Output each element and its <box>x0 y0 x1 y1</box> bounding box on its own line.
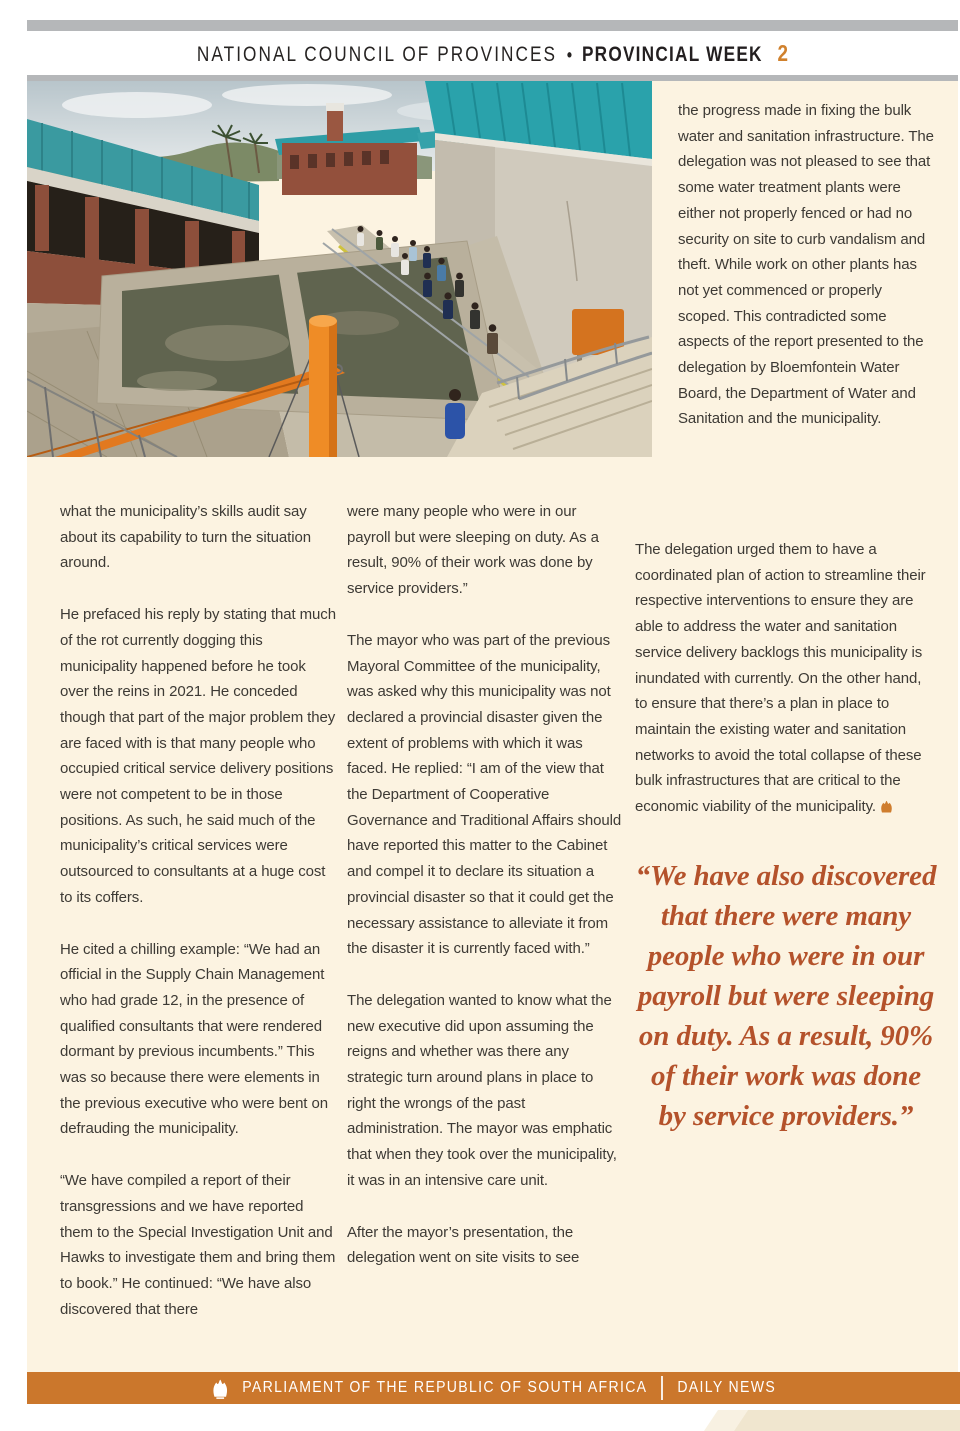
article-column-3-bottom <box>635 537 937 1136</box>
paragraph: The mayor who was part of the previous Mayoral Committee of the municipality, was asked why this municipality was not declared a provincial disaster given the extent of problems with which it was faced. He replied: “I am of the view that the Department of Cooperative Governance and Traditional Affairs should have reported this matter to the Cabinet and compel it to declare its situation a provincial disaster so that it could get the necessary assistance to alleviate it from the disaster it is currently faced with.” <box>347 631 622 958</box>
paragraph: what the municipality’s skills audit say about its capability to turn the situation around. <box>60 503 311 572</box>
corner-swoosh <box>690 1410 960 1431</box>
paragraph: He cited a chilling example: “We had an official in the Supply Chain Management who had grade 12, in the presence of qualified consultants that were rendered dormant by previous incumbents.” This was so because there were elements in the previous executive who were bent on defrauding the municipality. <box>60 940 328 1138</box>
article-column-1 <box>60 499 336 1348</box>
article-photo <box>27 81 652 457</box>
article-column-2 <box>347 499 623 1297</box>
masthead-title-row <box>197 40 788 67</box>
masthead-title: PROVINCIAL WEEK <box>582 42 763 66</box>
paragraph: The delegation urged them to have a coordinated plan of action to streamline their respective interventions to ensure they are able to address the water and sanitation service delivery backlogs this municipality is inundated with currently. On the other hand, to ensure that there’s a plan in place to maintain the existing water and sanitation networks to avoid the total collapse of these bulk infrastructures that are critical to the economic viability of the municipality. <box>635 541 926 816</box>
bullet-separator-icon: • <box>566 44 573 65</box>
paragraph: the progress made in fixing the bulk water and sanitation infrastructure. The delegation was not pleased to see that some water treatment plants were either not properly fenced or had no security on site to curb vandalism and theft. While work on other plants has not yet commenced or properly scoped. This contradicted some aspects of the report presented to the delegation by Bloemfontein Water Board, the Department of Water and Sanitation and the municipality. <box>678 102 934 428</box>
parliament-protea-icon <box>211 1377 230 1399</box>
paragraph: were many people who were in our payroll but were sleeping on duty. As a result, 90% of their work was done by service providers.” <box>347 503 599 598</box>
paragraph: The delegation wanted to know what the new executive did upon assuming the reigns and whether was there any strategic turn around plans in place to right the wrongs of the past administration. The mayor was emphatic that when they took over the municipality, it was in an intensive care unit. <box>347 991 617 1189</box>
paragraph: He prefaced his reply by stating that much of the rot currently dogging this municipality happened before he took over the reins in 2021. He conceded though that part of the major problem they are faced with is that many people who occupied critical service delivery positions were not competent to be in those positions. As such, he said much of the municipality’s critical services were outsourced to consultants at a huge cost to its coffers. <box>60 606 336 906</box>
end-of-article-icon <box>879 799 894 814</box>
footer-organisation: PARLIAMENT OF THE REPUBLIC OF SOUTH AFRICA <box>242 1379 648 1396</box>
article-column-3-top <box>678 98 936 458</box>
footer-divider <box>662 1376 664 1400</box>
page-number: 2 <box>777 39 789 66</box>
footer-bar <box>27 1372 960 1404</box>
article-body-panel <box>27 81 958 1372</box>
paragraph: “We have compiled a report of their transgressions and we have reported them to the Special Investigation Unit and Hawks to investigate them and bring them to book.” He continued: “We have also discovered that there <box>60 1172 336 1318</box>
pull-quote: “We have also discovered that there were many people who were in our payroll but were sleeping on duty. As a result, 90% of their work was done by service providers.” <box>635 859 937 1132</box>
top-gray-bar <box>27 20 958 31</box>
masthead <box>27 31 958 75</box>
footer-content <box>211 1376 777 1400</box>
footer-publication: DAILY NEWS <box>677 1379 777 1396</box>
paragraph: After the mayor’s presentation, the delegation went on site visits to see <box>347 1223 580 1267</box>
masthead-kicker: NATIONAL COUNCIL OF PROVINCES <box>196 42 558 66</box>
